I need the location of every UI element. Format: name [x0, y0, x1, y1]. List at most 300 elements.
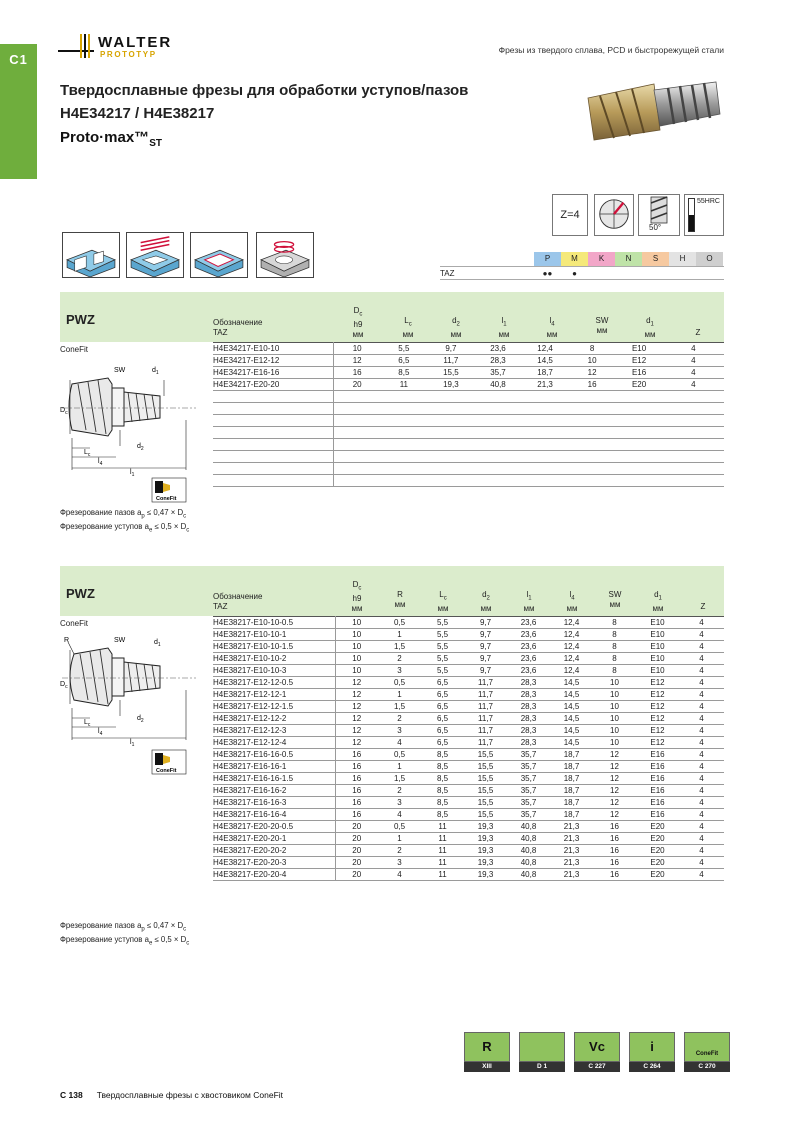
value-cell: 10	[593, 701, 636, 713]
value-cell: 12	[335, 725, 378, 737]
empty-cell	[333, 439, 380, 451]
value-cell: 28,3	[507, 725, 550, 737]
value-cell: 4	[679, 785, 724, 797]
value-cell: 10	[335, 617, 378, 629]
value-cell: E12	[636, 677, 679, 689]
value-cell: 12	[335, 677, 378, 689]
value-cell: 19,3	[464, 845, 507, 857]
value-cell: 16	[335, 797, 378, 809]
mark-s	[642, 267, 669, 279]
r-icon-glyph: R	[482, 1039, 492, 1054]
col2-lc: $L_c$ мм	[437, 590, 449, 613]
value-cell: 1	[378, 629, 421, 641]
mark-h	[669, 267, 696, 279]
col-dc: $D_c$ h9 мм	[352, 306, 364, 339]
value-cell: 5,5	[421, 617, 464, 629]
r-icon-picture	[464, 1032, 510, 1062]
value-cell: 14,5	[550, 725, 593, 737]
table-row	[213, 677, 724, 689]
value-cell: 6,5	[421, 737, 464, 749]
table-row	[213, 355, 724, 367]
teeth-count-box: Z=4	[552, 194, 588, 236]
col2-l1: $l_1$ мм	[523, 590, 535, 613]
table-row	[213, 427, 724, 439]
empty-cell	[569, 403, 616, 415]
conefit-icon[interactable]	[684, 1032, 730, 1072]
value-cell: 8	[593, 617, 636, 629]
value-cell: 35,7	[507, 773, 550, 785]
empty-cell	[616, 391, 663, 403]
value-cell: E10	[636, 617, 679, 629]
empty-cell	[380, 463, 427, 475]
empty-cell	[333, 427, 380, 439]
value-cell: E10	[636, 665, 679, 677]
holder-icon-caption: D 1	[519, 1062, 565, 1072]
section-title-2: PWZ	[66, 586, 95, 601]
col2-d1: $d_1$ мм	[652, 590, 664, 613]
empty-cell	[474, 439, 521, 451]
value-cell: 6,5	[421, 713, 464, 725]
empty-cell	[474, 391, 521, 403]
value-cell: 12	[335, 689, 378, 701]
table-row	[213, 809, 724, 821]
value-cell: 1	[378, 833, 421, 845]
value-cell: 8	[593, 629, 636, 641]
chapter-tab	[0, 44, 37, 179]
empty-cell	[380, 391, 427, 403]
value-cell: 28,3	[507, 701, 550, 713]
empty-cell	[522, 403, 569, 415]
product-code-cell: H4E38217-E16-16-4	[213, 809, 335, 821]
value-cell: 14,5	[522, 355, 569, 367]
value-cell: 12	[335, 713, 378, 725]
value-cell: 4	[378, 737, 421, 749]
material-k: K	[588, 252, 615, 266]
material-m: M	[561, 252, 588, 266]
helical-milling-icon	[256, 232, 314, 278]
value-cell: 8,5	[421, 761, 464, 773]
value-cell: 40,8	[507, 821, 550, 833]
value-cell: 4	[679, 749, 724, 761]
table-row	[213, 833, 724, 845]
value-cell: 10	[593, 713, 636, 725]
table-row	[213, 797, 724, 809]
value-cell: 5,5	[380, 343, 427, 355]
empty-cell	[569, 463, 616, 475]
value-cell: 16	[593, 845, 636, 857]
info-icon[interactable]	[629, 1032, 675, 1072]
mark-p: ●●	[542, 269, 553, 278]
value-cell: 9,7	[464, 617, 507, 629]
tool-photo-icon	[584, 80, 724, 142]
value-cell: 10	[335, 653, 378, 665]
value-cell: E12	[636, 737, 679, 749]
value-cell: 11	[421, 833, 464, 845]
empty-cell	[333, 463, 380, 475]
value-cell: 21,3	[550, 821, 593, 833]
empty-cell	[213, 451, 333, 463]
slot-milling-icon	[62, 232, 120, 278]
value-cell: 5,5	[421, 629, 464, 641]
r-icon-caption: XIII	[464, 1062, 510, 1072]
value-cell: 8,5	[421, 773, 464, 785]
conefit-badge-2: ConeFit	[156, 768, 177, 774]
value-cell: 4	[679, 617, 724, 629]
value-cell: 23,6	[507, 653, 550, 665]
value-cell: 11	[421, 845, 464, 857]
info-icon-glyph: i	[650, 1039, 654, 1054]
value-cell: 14,5	[550, 713, 593, 725]
value-cell: 6,5	[380, 355, 427, 367]
empty-cell	[213, 427, 333, 439]
conefit-icon-caption: C 270	[684, 1062, 730, 1072]
value-cell: 4	[663, 379, 724, 391]
value-cell: 3	[378, 725, 421, 737]
label2-lc: $L_c$	[84, 719, 91, 728]
col2-r: R мм	[394, 590, 406, 609]
value-cell: 12,4	[550, 665, 593, 677]
value-cell: 11,7	[464, 689, 507, 701]
value-cell: 12	[593, 773, 636, 785]
table-row	[213, 367, 724, 379]
table-row	[213, 451, 724, 463]
info-icon-caption: C 264	[629, 1062, 675, 1072]
empty-cell	[213, 391, 333, 403]
empty-cell	[474, 403, 521, 415]
holder-icon[interactable]	[519, 1032, 565, 1072]
conefit-icon-picture	[684, 1032, 730, 1062]
label2-l4: $l_4$	[98, 728, 103, 737]
value-cell: 9,7	[464, 641, 507, 653]
product-code-cell: H4E34217-E20-20	[213, 379, 333, 391]
table-row	[213, 773, 724, 785]
empty-cell	[663, 391, 724, 403]
value-cell: 9,7	[427, 343, 474, 355]
section-title: PWZ	[66, 312, 95, 327]
product-code-cell: H4E38217-E12-12-4	[213, 737, 335, 749]
value-cell: 15,5	[464, 809, 507, 821]
empty-cell	[616, 415, 663, 427]
value-cell: 0,5	[378, 677, 421, 689]
value-cell: 12	[569, 367, 616, 379]
col2-l4: $l_4$ мм	[566, 590, 578, 613]
value-cell: 9,7	[464, 653, 507, 665]
value-cell: 10	[335, 641, 378, 653]
empty-cell	[427, 415, 474, 427]
empty-cell	[213, 415, 333, 427]
value-cell: 23,6	[474, 343, 521, 355]
empty-cell	[569, 475, 616, 487]
material-h: H	[669, 252, 696, 266]
value-cell: 8,5	[380, 367, 427, 379]
empty-cell	[522, 391, 569, 403]
product-code-cell: H4E38217-E20-20-2	[213, 845, 335, 857]
empty-cell	[427, 427, 474, 439]
value-cell: 16	[593, 833, 636, 845]
value-cell: 19,3	[464, 869, 507, 881]
section-header	[60, 292, 724, 342]
value-cell: 3	[378, 797, 421, 809]
empty-cell	[380, 475, 427, 487]
value-cell: 15,5	[464, 785, 507, 797]
value-cell: 18,7	[550, 797, 593, 809]
value-cell: 18,7	[550, 785, 593, 797]
table-row	[213, 713, 724, 725]
value-cell: 2	[378, 713, 421, 725]
tool-drawing-2	[60, 630, 200, 780]
value-cell: 9,7	[464, 629, 507, 641]
product-code-cell: H4E38217-E10-10-1	[213, 629, 335, 641]
value-cell: 21,3	[550, 833, 593, 845]
value-cell: E20	[636, 869, 679, 881]
empty-cell	[427, 391, 474, 403]
value-cell: 11	[380, 379, 427, 391]
conefit-badge-1: ConeFit	[156, 496, 177, 502]
table-row	[213, 415, 724, 427]
material-groups-row	[440, 252, 724, 266]
value-cell: E10	[636, 653, 679, 665]
value-cell: 20	[335, 845, 378, 857]
value-cell: 16	[335, 773, 378, 785]
product-code-cell: H4E38217-E20-20-0.5	[213, 821, 335, 833]
value-cell: 21,3	[522, 379, 569, 391]
value-cell: 5,5	[421, 665, 464, 677]
empty-cell	[474, 463, 521, 475]
product-code-cell: H4E38217-E10-10-1.5	[213, 641, 335, 653]
value-cell: 4	[679, 809, 724, 821]
holder-icon-picture	[519, 1032, 565, 1062]
table-row	[213, 629, 724, 641]
page-title: Твердосплавные фрезы для обработки уступов/пазов	[60, 82, 469, 99]
material-grade-row	[440, 266, 724, 280]
center-cutting-icon	[594, 194, 634, 236]
empty-cell	[616, 463, 663, 475]
empty-cell	[616, 427, 663, 439]
value-cell: 16	[335, 809, 378, 821]
info-icon-picture	[629, 1032, 675, 1062]
empty-cell	[522, 415, 569, 427]
empty-cell	[427, 439, 474, 451]
product-series: $Proto\cdot\max™_{ST}$	[60, 129, 162, 149]
value-cell: E16	[636, 809, 679, 821]
label2-d1: $d_1$	[154, 639, 161, 648]
value-cell: 14,5	[550, 701, 593, 713]
cutting-data-icon[interactable]	[574, 1032, 620, 1072]
helix-angle-box	[638, 194, 680, 236]
value-cell: 2	[378, 845, 421, 857]
col-d2: $d_2$ мм	[450, 316, 462, 339]
product-code-cell: H4E34217-E12-12	[213, 355, 333, 367]
label2-l1: $l_1$	[130, 739, 135, 748]
col2-z: Z	[700, 602, 706, 611]
value-cell: 6,5	[421, 689, 464, 701]
value-cell: 23,6	[507, 629, 550, 641]
value-cell: 14,5	[550, 677, 593, 689]
value-cell: 10	[335, 629, 378, 641]
cutting-data-icon-caption: C 227	[574, 1062, 620, 1072]
table-row	[213, 701, 724, 713]
empty-cell	[427, 451, 474, 463]
pocket-milling-icon	[190, 232, 248, 278]
value-cell: 16	[333, 367, 380, 379]
value-cell: 8	[593, 665, 636, 677]
page-header: Фрезы из твердого сплава, PCD и быстрорежущей стали	[498, 45, 724, 55]
value-cell: 18,7	[522, 367, 569, 379]
value-cell: E20	[636, 845, 679, 857]
value-cell: E10	[636, 641, 679, 653]
value-cell: 20	[335, 821, 378, 833]
value-cell: 12	[335, 737, 378, 749]
value-cell: 4	[679, 641, 724, 653]
section2-notes: Фрезерование пазов $a_p \le 0,47 \times D_c$ Фрезерование уступов $a_e \le 0,5 \times D_c$	[60, 921, 190, 947]
value-cell: 15,5	[464, 773, 507, 785]
value-cell: 12	[333, 355, 380, 367]
mark-n	[615, 267, 642, 279]
value-cell: 4	[679, 725, 724, 737]
value-cell: 11,7	[464, 701, 507, 713]
table-row	[213, 725, 724, 737]
value-cell: 1,5	[378, 701, 421, 713]
value-cell: 40,8	[474, 379, 521, 391]
value-cell: E20	[616, 379, 663, 391]
value-cell: 12	[335, 701, 378, 713]
value-cell: 0,5	[378, 821, 421, 833]
conefit-label-2: ConeFit	[60, 619, 89, 628]
material-p: P	[534, 252, 561, 266]
value-cell: 40,8	[507, 845, 550, 857]
value-cell: E12	[636, 725, 679, 737]
cutting-data-icon-picture	[574, 1032, 620, 1062]
value-cell: 4	[679, 653, 724, 665]
value-cell: 20	[335, 857, 378, 869]
value-cell: 10	[593, 677, 636, 689]
value-cell: 4	[679, 773, 724, 785]
value-cell: 6,5	[421, 725, 464, 737]
helix-icon	[639, 195, 679, 225]
mark-k	[588, 267, 615, 279]
value-cell: 23,6	[507, 665, 550, 677]
value-cell: 12	[593, 761, 636, 773]
value-cell: 16	[569, 379, 616, 391]
product-code-cell: H4E38217-E12-12-2	[213, 713, 335, 725]
value-cell: 11	[421, 857, 464, 869]
value-cell: 11	[421, 821, 464, 833]
page-footer	[60, 1090, 283, 1100]
empty-cell	[213, 439, 333, 451]
value-cell: 15,5	[427, 367, 474, 379]
value-cell: 4	[679, 689, 724, 701]
value-cell: 12,4	[522, 343, 569, 355]
tool-drawing-1	[60, 360, 200, 510]
value-cell: 4	[679, 737, 724, 749]
empty-cell	[380, 427, 427, 439]
empty-cell	[333, 403, 380, 415]
empty-cell	[616, 475, 663, 487]
empty-cell	[427, 475, 474, 487]
empty-cell	[213, 475, 333, 487]
table-row	[213, 689, 724, 701]
product-code-cell: H4E34217-E10-10	[213, 343, 333, 355]
value-cell: 11,7	[464, 677, 507, 689]
footer-text: Твердосплавные фрезы с хвостовиком ConeFit	[96, 1090, 284, 1100]
empty-cell	[213, 463, 333, 475]
label-lc: $L_c$	[84, 449, 91, 458]
value-cell: 10	[569, 355, 616, 367]
value-cell: 10	[593, 689, 636, 701]
value-cell: 40,8	[507, 833, 550, 845]
empty-cell	[522, 451, 569, 463]
value-cell: 20	[333, 379, 380, 391]
empty-cell	[427, 463, 474, 475]
col-lc: $L_c$ мм	[402, 316, 414, 339]
empty-cell	[333, 415, 380, 427]
value-cell: 35,7	[507, 797, 550, 809]
empty-cell	[663, 439, 724, 451]
product-code-cell: H4E38217-E12-12-3	[213, 725, 335, 737]
value-cell: 8	[569, 343, 616, 355]
empty-cell	[380, 415, 427, 427]
value-cell: 11,7	[464, 737, 507, 749]
value-cell: E16	[636, 761, 679, 773]
empty-cell	[663, 475, 724, 487]
table-row	[213, 617, 724, 629]
value-cell: 10	[333, 343, 380, 355]
mark-m: ●	[572, 269, 577, 278]
col-l4: $l_4$ мм	[546, 316, 558, 339]
value-cell: 21,3	[550, 857, 593, 869]
product-code-cell: H4E38217-E16-16-2	[213, 785, 335, 797]
value-cell: 14,5	[550, 689, 593, 701]
value-cell: 35,7	[507, 761, 550, 773]
value-cell: 18,7	[550, 761, 593, 773]
empty-cell	[663, 451, 724, 463]
product-code-cell: H4E38217-E20-20-1	[213, 833, 335, 845]
empty-cell	[474, 415, 521, 427]
value-cell: 16	[335, 785, 378, 797]
table-row	[213, 653, 724, 665]
hardness-box	[684, 194, 724, 236]
value-cell: 35,7	[507, 785, 550, 797]
value-cell: 5,5	[421, 641, 464, 653]
col-sw: SW мм	[595, 316, 609, 335]
value-cell: 18,7	[550, 809, 593, 821]
empty-cell	[569, 391, 616, 403]
value-cell: 6,5	[421, 677, 464, 689]
value-cell: 11	[421, 869, 464, 881]
col2-code: Обозначение TAZ	[213, 592, 263, 611]
empty-cell	[474, 427, 521, 439]
value-cell: 4	[663, 355, 724, 367]
page-number: C 138	[60, 1090, 83, 1100]
value-cell: 0,5	[378, 617, 421, 629]
table-row	[213, 439, 724, 451]
value-cell: 40,8	[507, 869, 550, 881]
value-cell: 21,3	[550, 845, 593, 857]
r-icon[interactable]	[464, 1032, 510, 1072]
table-h4e34217	[213, 342, 724, 487]
value-cell: E12	[636, 689, 679, 701]
empty-cell	[427, 403, 474, 415]
value-cell: 9,7	[464, 665, 507, 677]
value-cell: 35,7	[507, 809, 550, 821]
empty-cell	[333, 475, 380, 487]
empty-cell	[569, 439, 616, 451]
value-cell: 18,7	[550, 749, 593, 761]
product-code-cell: H4E38217-E10-10-2	[213, 653, 335, 665]
empty-cell	[663, 463, 724, 475]
value-cell: 8	[593, 653, 636, 665]
value-cell: 16	[335, 761, 378, 773]
